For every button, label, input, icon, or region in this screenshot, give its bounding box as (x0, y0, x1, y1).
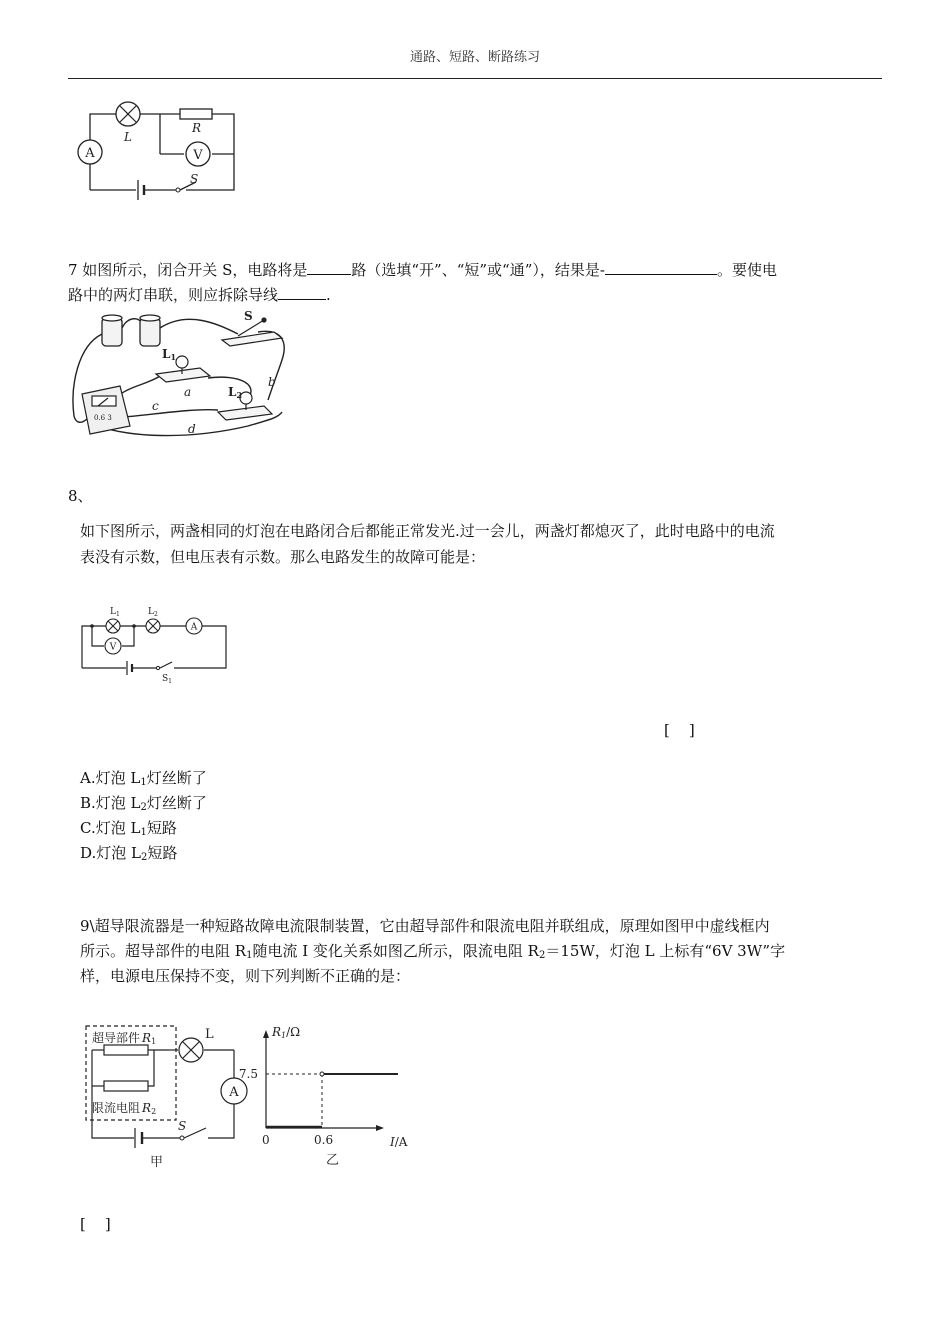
q7-blank-1[interactable] (307, 258, 351, 275)
q9-answer-bracket[interactable]: [ ] (80, 1215, 111, 1233)
q7-lamp2-icon (218, 392, 272, 420)
q9-open-point (320, 1072, 324, 1076)
q9-text-line2: 所示。超导部件的电阻 $R_1$随电流 I 变化关系如图乙所示，限流电阻 $R_2=15W$，灯泡 L 上标有“6V 3W”字 (80, 942, 786, 961)
q9-x-axis-label: I/A (390, 1135, 408, 1149)
q7-line2 (68, 283, 888, 308)
q6-switch-pivot (176, 188, 180, 192)
q8-switch-pivot (156, 666, 159, 669)
q7-wire-d-label: d (188, 422, 196, 436)
q9-switch-pivot (180, 1136, 184, 1140)
q8-answer-bracket[interactable]: [ ] (664, 721, 695, 739)
q8-text-line2: 表没有示数，但电压表有示数。那么电路发生的故障可能是： (80, 548, 486, 566)
q6-voltmeter-label: V (193, 148, 203, 163)
q9-lamp-icon (179, 1038, 203, 1062)
q6-lamp-label: L (124, 130, 132, 144)
q7-text-b: 路（选填“开”、“短”或“通”），结果是- (351, 261, 605, 279)
page-header-title: 通路、短路、断路练习 (409, 50, 540, 65)
q9-x-tick-label: 0.6 (314, 1133, 334, 1147)
q9-caption-yi: 乙 (326, 1153, 340, 1168)
q7-meter-scale-label: 0.6 3 (94, 414, 112, 422)
q8-number: 8、 (68, 487, 93, 505)
q7-wire-a-label: a (184, 385, 192, 399)
q8-voltmeter-icon (105, 638, 121, 654)
q9-super-label: 超导部件 R1 (92, 1031, 157, 1046)
q6-resistor-label: R (192, 121, 202, 135)
q9-origin-label: 0 (262, 1133, 270, 1147)
q8-ammeter-label: A (190, 622, 198, 633)
q8-voltmeter-label: V (109, 642, 117, 653)
q7-line1 (68, 258, 888, 283)
q7-blank-3[interactable] (278, 283, 326, 300)
q8-option-a[interactable]: A.灯泡 $L_1$灯丝断了 (80, 769, 207, 788)
q8-lamp2-icon (146, 619, 160, 633)
q9-y-axis-label: R1/Ω (272, 1025, 301, 1040)
q6-switch-label: S (190, 172, 199, 186)
q8-junction-left (90, 624, 94, 628)
q6-voltmeter-icon (186, 142, 210, 166)
q8-circuit-diagram (78, 600, 233, 685)
q8-lamp1-label: $L_1$ (110, 607, 120, 618)
q9-caption-jia: 甲 (150, 1155, 164, 1170)
q6-lamp-icon (116, 102, 140, 126)
q8-lamp2-label: $L_2$ (148, 607, 158, 618)
q7-lamp2-label: L2 (228, 385, 243, 400)
q9-switch-label: S (178, 1119, 187, 1133)
q9-graph-yi (238, 1018, 418, 1168)
q6-ammeter-icon (78, 140, 102, 164)
q7-physical-circuit-diagram (68, 306, 296, 442)
q8-text-line1: 如下图所示，两盏相同的灯泡在电路闭合后都能正常发光.过一会儿，两盏灯都熄灭了，此时电路中的电流 (80, 522, 775, 540)
q7-wire-c-label: c (152, 399, 159, 413)
header-rule (68, 78, 882, 79)
q9-circuit-diagram-jia (84, 1020, 244, 1170)
q7-text-c: 。要使电 (716, 261, 777, 279)
q8-switch-label: $S_1$ (162, 674, 172, 685)
q7-lamp1-label: L1 (162, 347, 177, 362)
q7-text-e: . (326, 286, 331, 304)
q8-option-b[interactable]: B.灯泡 $L_2$灯丝断了 (80, 794, 207, 813)
q6-ammeter-label: A (85, 146, 95, 161)
q9-text-line3: 样，电源电压保持不变，则下列判断不正确的是： (80, 967, 411, 985)
q9-ammeter-label: A (229, 1085, 239, 1100)
q9-text-line1: 9\超导限流器是一种短路故障电流限制装置，它由超导部件和限流电阻并联组成，原理如图甲中虚线框内 (80, 917, 770, 935)
q9-limit-label: 限流电阻 R2 (92, 1101, 157, 1116)
q9-lamp-label: L (205, 1027, 214, 1042)
q7-switch-label: S (244, 309, 253, 323)
q8-option-c[interactable]: C.灯泡 $L_1$短路 (80, 819, 177, 838)
q9-ammeter-icon (221, 1078, 247, 1104)
q7-wire-b-label: b (268, 375, 276, 389)
q8-junction-right (132, 624, 136, 628)
q8-option-d[interactable]: D.灯泡 $L_2$短路 (80, 844, 178, 863)
q8-ammeter-icon (186, 618, 202, 634)
q7-text-a: 7 如图所示，闭合开关 S，电路将是 (68, 261, 308, 279)
q7-text-d: 路中的两灯串联，则应拆除导线 (68, 286, 279, 304)
q7-blank-2[interactable] (605, 258, 717, 275)
q9-y-tick-label: 7.5 (238, 1067, 258, 1081)
q6-circuit-diagram (76, 96, 246, 201)
q8-lamp1-icon (106, 619, 120, 633)
